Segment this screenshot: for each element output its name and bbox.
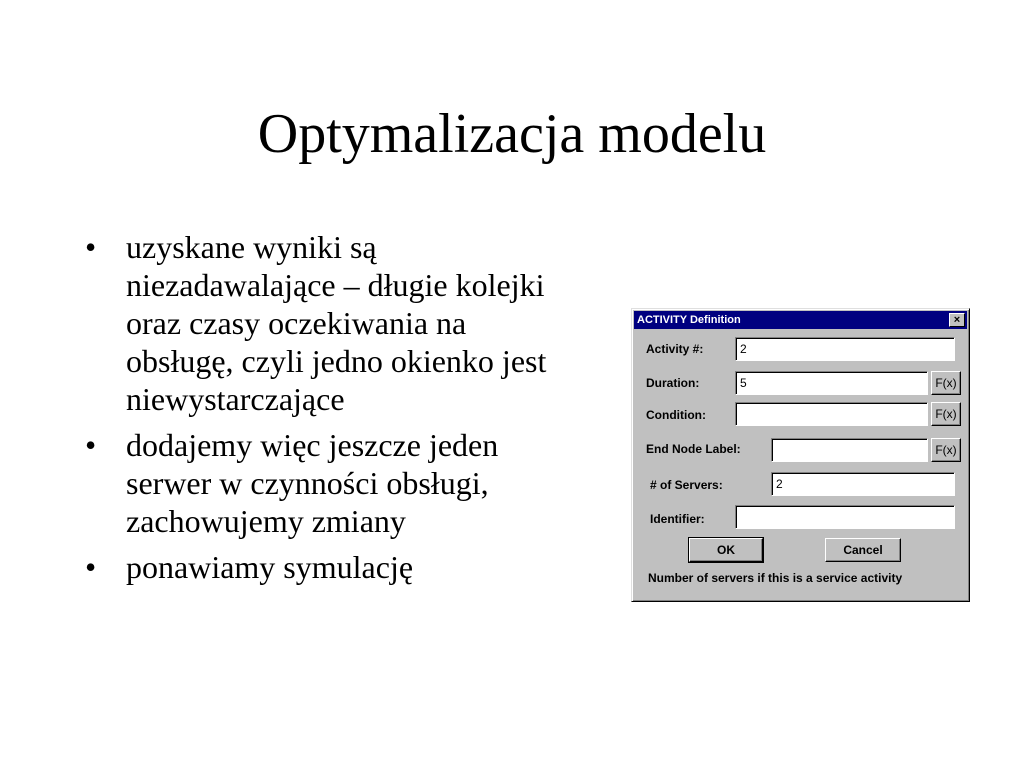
close-icon[interactable]: ×	[949, 313, 965, 327]
end-node-function-button[interactable]: F(x)	[931, 438, 961, 462]
slide-title: Optymalizacja modelu	[257, 103, 767, 165]
servers-label: # of Servers:	[650, 478, 723, 492]
identifier-label: Identifier:	[650, 512, 705, 526]
bullet-item	[85, 228, 555, 418]
condition-label: Condition:	[646, 408, 706, 422]
end-node-label: End Node Label:	[646, 442, 741, 456]
servers-field[interactable]: 2	[771, 472, 955, 496]
end-node-field[interactable]	[771, 438, 928, 462]
bullet-item	[85, 548, 555, 586]
help-text: Number of servers if this is a service activity	[648, 571, 903, 585]
bullet-icon: •	[85, 549, 97, 585]
bullet-item	[85, 426, 555, 540]
duration-function-button[interactable]: F(x)	[931, 371, 961, 395]
bullet-text: uzyskane wyniki są niezadawalające – długie kolejki oraz czasy oczekiwania na obsługę, czyli jedno okienko jest niewystarczające	[126, 229, 547, 417]
condition-field[interactable]	[735, 402, 928, 426]
ok-button[interactable]: OK	[689, 538, 763, 562]
cancel-button[interactable]: Cancel	[825, 538, 901, 562]
bullet-text: ponawiamy symulację	[126, 549, 414, 585]
bullet-text: dodajemy więc jeszcze jeden serwer w czynności obsługi, zachowujemy zmiany	[126, 427, 499, 539]
bullet-icon: •	[85, 229, 97, 265]
activity-definition-dialog	[631, 308, 970, 602]
dialog-title: ACTIVITY Definition	[637, 314, 741, 326]
bullet-list	[85, 228, 555, 594]
activity-number-label: Activity #:	[646, 342, 704, 356]
activity-number-field[interactable]: 2	[735, 337, 955, 361]
dialog-titlebar[interactable]	[634, 311, 967, 329]
duration-field[interactable]: 5	[735, 371, 928, 395]
condition-function-button[interactable]: F(x)	[931, 402, 961, 426]
identifier-field[interactable]	[735, 505, 955, 529]
bullet-icon: •	[85, 427, 97, 463]
duration-label: Duration:	[646, 376, 700, 390]
